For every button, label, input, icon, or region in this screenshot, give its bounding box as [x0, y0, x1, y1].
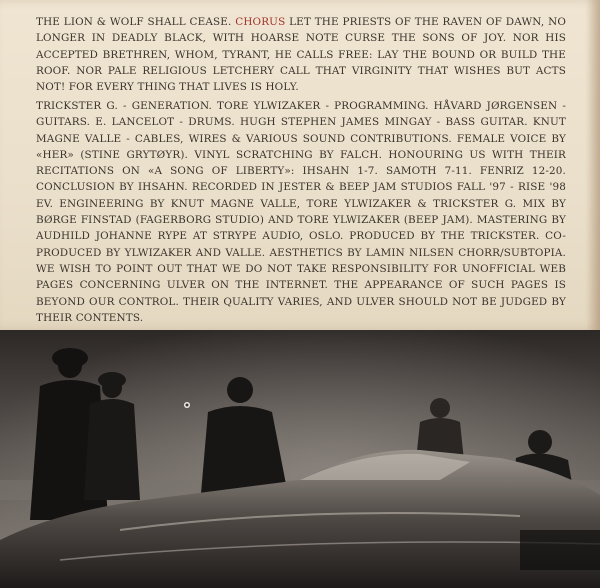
lyrics-part-1: THE LION & WOLF SHALL CEASE.: [36, 16, 236, 28]
credits-paragraph: TRICKSTER G. - GENERATION. TORE YLWIZAKER - PROGRAMMING. HÅVARD JØRGENSEN - GUITARS. E. LANCELOT - DRUMS. HUGH STEPHEN JAMES MINGAY - BASS GUITAR. KNUT MAGNE VALLE - CABLES, WIRES & VARIOUS SOUND CONTRIBUTIONS. FEMALE VOICE BY «HER» (STINE GRYTØYR). VINYL SCRATCHING BY FALCH. HONOURING US WITH THEIR RECITATIONS ON «A SONG OF LIBERTY»: IHSAHN 1-7. SAMOTH 7-11. FENRIZ 12-20. CONCLUSION BY IHSAHN. RECORDED IN JESTER & BEEP JAM STUDIOS FALL '97 - RISE '98 EV. ENGINEERING BY KNUT MAGNE VALLE, TORE YLWIZAKER & TRICKSTER G. MIX BY BØRGE FINSTAD (FAGERBORG STUDIO) AND TORE YLWIZAKER (BEEP JAM). MASTERING BY AUDHILD JOHANNE RYPE AT STRYPE AUDIO, OSLO. PRODUCED BY THE TRICKSTER. CO-PRODUCED BY YLWIZAKER AND VALLE. AESTHETICS BY LAMIN NILSEN CHORR/SUBTOPIA. WE WISH TO POINT OUT THAT WE DO NOT TAKE RESPONSIBILITY FOR UNOFFICIAL WEB PAGES CONCERNING ULVER ON THE INTERNET. THE APPEARANCE OF SUCH PAGES IS BEYOND OUR CONTROL. THEIR QUALITY VARIES, AND ULVER SHOULD NOT BE JUDGED BY THEIR CONTENTS.: [36, 100, 566, 324]
lyrics-part-2: LET THE PRIESTS OF THE RAVEN OF DAWN, NO LONGER IN DEADLY BLACK, WITH HOARSE NOTE CURSE THE SONS OF JOY. NOR HIS ACCEPTED BRETHREN, WHOM, TYRANT, HE CALLS FREE: LAY THE BOUND OR BUILD THE ROOF. NOR PALE RELIGIOUS LETCHERY CALL THAT VIRGINITY THAT WISHES BUT ACTS NOT! FOR EVERY THING THAT LIVES IS HOLY.: [36, 16, 566, 94]
lyrics-paragraph: [36, 14, 566, 95]
band-photo: [0, 330, 600, 588]
chorus-label: CHORUS: [235, 16, 286, 28]
band-photo-illustration: [0, 330, 600, 588]
